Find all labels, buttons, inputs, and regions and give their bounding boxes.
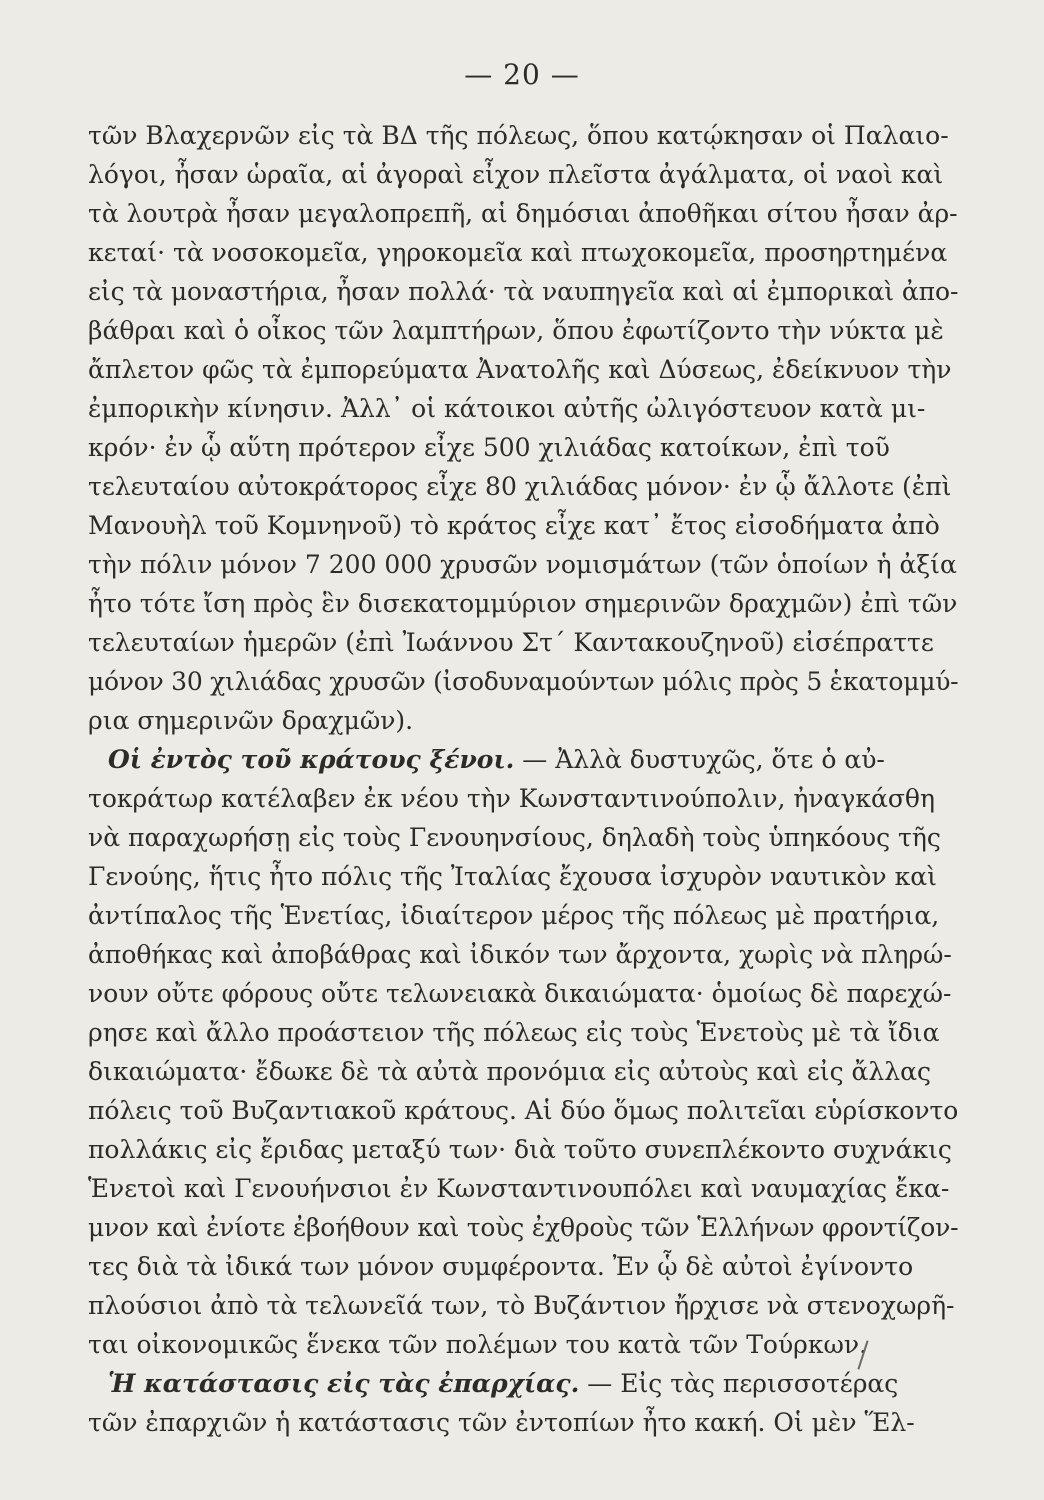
text-line: [88, 272, 958, 311]
line-text: τῶν ἐπαρχιῶν ἡ κατάστασις τῶν ἐντοπίων ἦτο κακή. Οἱ μὲν Ἕλ-: [88, 1408, 915, 1437]
text-line: [88, 389, 958, 428]
text-line: [88, 584, 958, 623]
text-line: [88, 116, 958, 155]
line-text: κεταί· τὰ νοσοκομεῖα, γηροκομεῖα καὶ πτωχοκομεῖα, προσηρτημένα: [88, 238, 948, 267]
text-line: [88, 155, 958, 194]
line-text: τὴν πόλιν μόνον 7 200 000 χρυσῶν νομισμάτων (τῶν ὁποίων ἡ ἀξία: [88, 550, 957, 579]
line-text: δικαιώματα· ἔδωκε δὲ τὰ αὐτὰ προνόμια εἰς αὐτοὺς καὶ εἰς ἄλλας: [88, 1057, 932, 1086]
line-text: τελευταίων ἡμερῶν (ἐπὶ Ἰωάννου Στ´ Καντακουζηνοῦ) εἰσέπραττε: [88, 628, 934, 657]
line-text: πολλάκις εἰς ἔριδας μεταξύ των· διὰ τοῦτο συνεπλέκοντο συχνάκις: [88, 1135, 952, 1164]
section-heading: Ἡ κατάστασις εἰς τὰς ἐπαρχίας.: [108, 1369, 580, 1398]
text-line: [88, 545, 958, 584]
text-line: [88, 740, 958, 779]
line-text: ἄπλετον φῶς τὰ ἐμπορεύματα Ἀνατολῆς καὶ Δύσεως, ἐδείκνυον τὴν: [88, 355, 952, 384]
line-text: ἐμπορικὴν κίνησιν. Ἀλλ᾽ οἱ κάτοικοι αὐτῆς ὠλιγόστευον κατὰ μι-: [88, 394, 926, 423]
text-line: [88, 974, 958, 1013]
text-line: [88, 623, 958, 662]
line-text: ρια σημερινῶν δραχμῶν).: [88, 706, 414, 735]
line-text: — Εἰς τὰς περισσοτέρας: [579, 1369, 899, 1398]
line-text: μόνον 30 χιλιάδας χρυσῶν (ἰσοδυναμούντων μόλις πρὸς 5 ἑκατομμύ-: [88, 667, 958, 696]
page-body-text: [88, 116, 958, 1442]
text-line: [88, 1130, 958, 1169]
text-line: [88, 1208, 958, 1247]
text-line: [88, 233, 958, 272]
line-text: ρησε καὶ ἄλλο προάστειον τῆς πόλεως εἰς τοὺς Ἑνετοὺς μὲ τὰ ἴδια: [88, 1018, 940, 1047]
text-line: [88, 1169, 958, 1208]
text-line: [88, 1247, 958, 1286]
text-line: [88, 311, 958, 350]
line-text: τῶν Βλαχερνῶν εἰς τὰ ΒΔ τῆς πόλεως, ὅπου κατῴκησαν οἱ Παλαιο-: [88, 121, 949, 150]
line-text: κρόν· ἐν ᾧ αὕτη πρότερον εἶχε 500 χιλιάδας κατοίκων, ἐπὶ τοῦ: [88, 433, 890, 462]
line-text: νουν οὔτε φόρους οὔτε τελωνειακὰ δικαιώματα· ὁμοίως δὲ παρεχώ-: [88, 979, 952, 1008]
text-line: [88, 350, 958, 389]
text-line: [88, 779, 958, 818]
line-text: Ἑνετοὶ καὶ Γενουήνσιοι ἐν Κωνσταντινουπόλει καὶ ναυμαχίας ἔκα-: [88, 1174, 950, 1203]
text-line: [88, 506, 958, 545]
text-line: [88, 701, 958, 740]
line-text: λόγοι, ἦσαν ὡραῖα, αἱ ἀγοραὶ εἶχον πλεῖστα ἀγάλματα, οἱ ναοὶ καὶ: [88, 160, 944, 189]
line-text: πόλεις τοῦ Βυζαντιακοῦ κράτους. Αἱ δύο ὅμως πολιτεῖαι εὑρίσκοντο: [88, 1096, 958, 1125]
text-line: [88, 1403, 958, 1442]
text-line: [88, 1364, 958, 1403]
line-text: Γενούης, ἥτις ἦτο πόλις τῆς Ἰταλίας ἔχουσα ἰσχυρὸν ναυτικὸν καὶ: [88, 862, 937, 891]
text-line: [88, 935, 958, 974]
text-line: [88, 818, 958, 857]
line-text: πλούσιοι ἀπὸ τὰ τελωνεῖά των, τὸ Βυζάντιον ἤρχισε νὰ στενοχωρῆ-: [88, 1291, 955, 1320]
text-line: [88, 857, 958, 896]
text-line: [88, 1013, 958, 1052]
page-number: — 20 —: [464, 58, 580, 91]
text-line: [88, 194, 958, 233]
line-text: ται οἰκονομικῶς ἕνεκα τῶν πολέμων του κατὰ τῶν Τούρκων.: [88, 1330, 868, 1359]
line-text: ἀντίπαλος τῆς Ἑνετίας, ἰδιαίτερον μέρος τῆς πόλεως μὲ πρατήρια,: [88, 901, 940, 930]
line-text: μνον καὶ ἐνίοτε ἐβοήθουν καὶ τοὺς ἐχθροὺς τῶν Ἑλλήνων φροντίζον-: [88, 1213, 958, 1242]
line-text: τοκράτωρ κατέλαβεν ἐκ νέου τὴν Κωνσταντινούπολιν, ἠναγκάσθη: [88, 784, 935, 813]
section-heading: Οἱ ἐντὸς τοῦ κράτους ξένοι.: [108, 745, 515, 774]
text-line: [88, 896, 958, 935]
text-line: [88, 1286, 958, 1325]
line-text: — Ἀλλὰ δυστυχῶς, ὅτε ὁ αὐ-: [514, 745, 885, 774]
line-text: ἦτο τότε ἴση πρὸς ἓν δισεκατομμύριον σημερινῶν δραχμῶν) ἐπὶ τῶν: [88, 589, 958, 618]
line-text: ἀποθήκας καὶ ἀποβάθρας καὶ ἰδικόν των ἄρχοντα, χωρὶς νὰ πληρώ-: [88, 940, 952, 969]
text-line: [88, 1091, 958, 1130]
line-text: τὰ λουτρὰ ἦσαν μεγαλοπρεπῆ, αἱ δημόσιαι ἀποθῆκαι σίτου ἦσαν ἀρ-: [88, 199, 958, 228]
text-line: [88, 662, 958, 701]
line-text: τες διὰ τὰ ἰδικά των μόνον συμφέροντα. Ἐν ᾧ δὲ αὐτοὶ ἐγίνοντο: [88, 1252, 914, 1281]
line-text: νὰ παραχωρήσῃ εἰς τοὺς Γενουηνσίους, δηλαδὴ τοὺς ὑπηκόους τῆς: [88, 823, 941, 852]
line-text: τελευταίου αὐτοκράτορος εἶχε 80 χιλιάδας μόνον· ἐν ᾧ ἄλλοτε (ἐπὶ: [88, 472, 952, 501]
line-text: βάθραι καὶ ὁ οἶκος τῶν λαμπτήρων, ὅπου ἐφωτίζοντο τὴν νύκτα μὲ: [88, 316, 944, 345]
text-line: [88, 1325, 958, 1364]
line-text: εἰς τὰ μοναστήρια, ἦσαν πολλά· τὰ ναυπηγεῖα καὶ αἱ ἐμπορικαὶ ἀπο-: [88, 277, 958, 306]
line-text: Μανουὴλ τοῦ Κομνηνοῦ) τὸ κράτος εἶχε κατ᾽ ἔτος εἰσοδήματα ἀπὸ: [88, 511, 940, 540]
text-line: [88, 467, 958, 506]
text-line: [88, 1052, 958, 1091]
text-line: [88, 428, 958, 467]
